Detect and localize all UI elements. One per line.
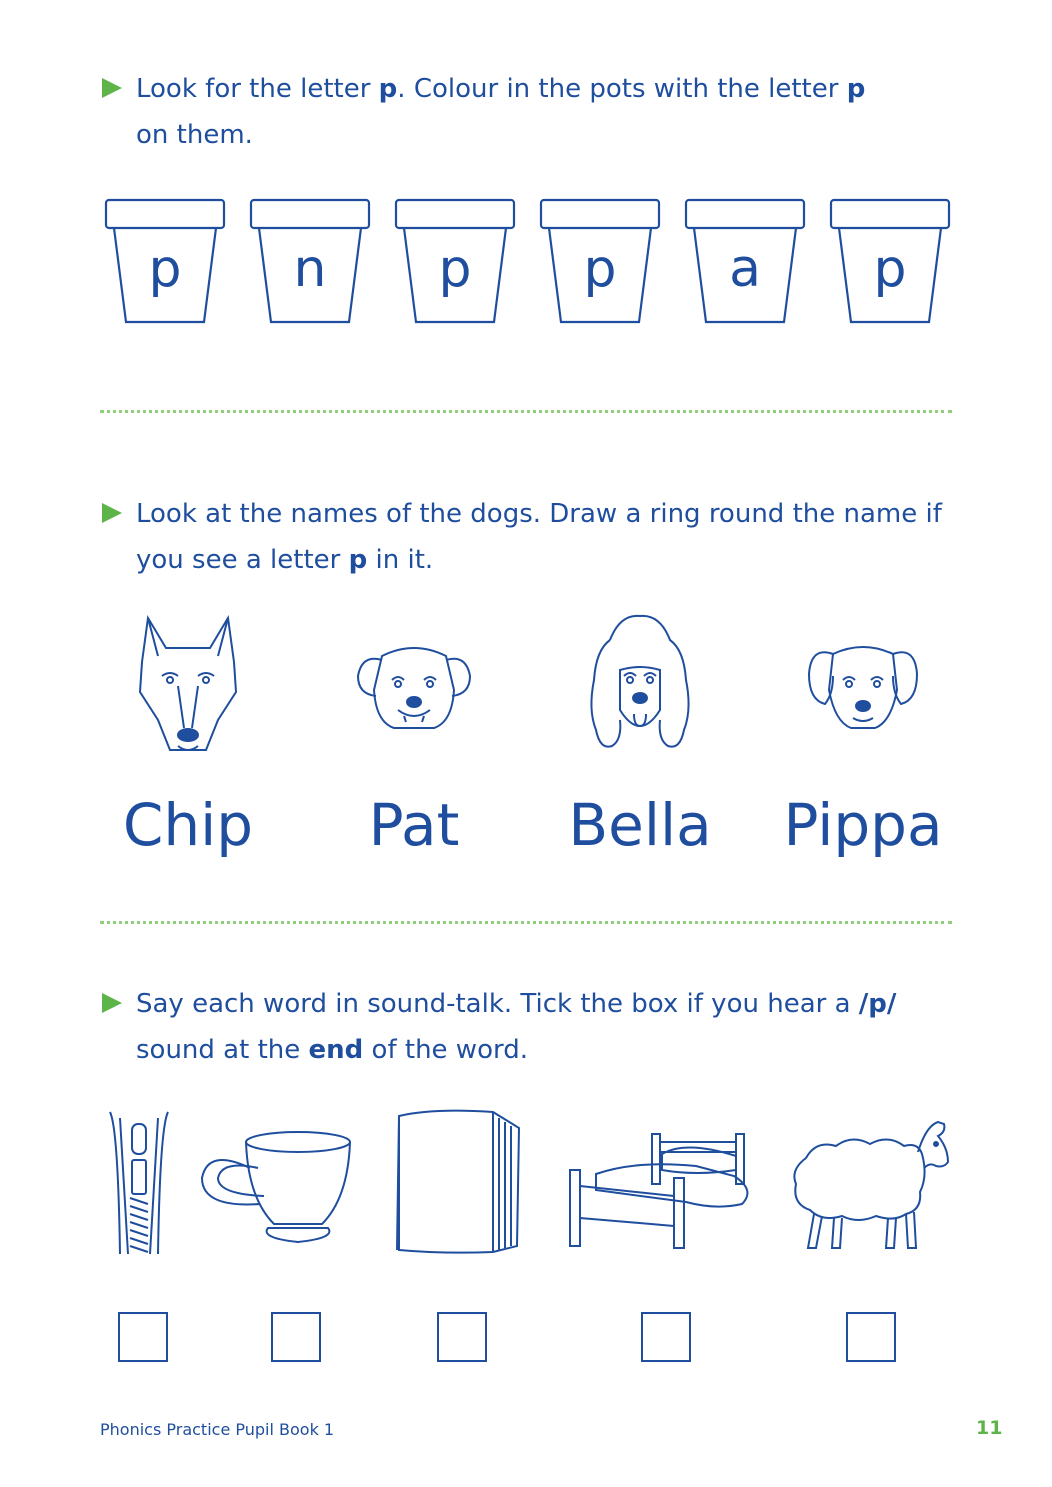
flower-pot[interactable] (104, 198, 226, 326)
dog-spaniel-icon (580, 610, 700, 760)
cup-icon (198, 1128, 354, 1248)
flower-pot[interactable] (684, 198, 806, 326)
dog-name[interactable]: Chip (122, 791, 254, 859)
tick-box-book[interactable] (437, 1312, 487, 1362)
flower-pot[interactable] (829, 198, 951, 326)
sheep-icon (786, 1118, 952, 1254)
instruction-sounds: Say each word in sound-talk. Tick the box if you hear a /p/ sound at the end of the word. (136, 989, 897, 1065)
dog-name[interactable]: Pippa (783, 791, 943, 859)
tick-box-zip[interactable] (118, 1312, 168, 1362)
pot-letter: a (729, 239, 761, 299)
tick-box-bed[interactable] (641, 1312, 691, 1362)
tick-box-sheep[interactable] (846, 1312, 896, 1362)
instruction-arrow-icon (102, 993, 122, 1013)
instruction-arrow-icon (102, 78, 122, 98)
bed-icon (566, 1130, 756, 1250)
pot-letter: p (148, 239, 182, 299)
book-title: Phonics Practice Pupil Book 1 (100, 1420, 335, 1439)
pot-letter: p (583, 239, 617, 299)
book-icon (393, 1106, 523, 1256)
dog-floppy-ears-icon (803, 610, 923, 760)
zip-icon (106, 1108, 172, 1258)
instruction-dogs: Look at the names of the dogs. Draw a ring round the name if you see a letter p in it. (136, 499, 942, 575)
pot-letter: p (438, 239, 472, 299)
dog-pointy-ears-icon (128, 610, 248, 760)
tick-box-cup[interactable] (271, 1312, 321, 1362)
section-divider (100, 921, 952, 924)
dog-name[interactable]: Bella (568, 791, 712, 859)
flower-pot[interactable] (539, 198, 661, 326)
dog-name[interactable]: Pat (368, 791, 460, 859)
pot-letter: p (873, 239, 907, 299)
flower-pot[interactable] (394, 198, 516, 326)
pot-letter: n (293, 239, 327, 299)
dog-boxer-icon (354, 610, 474, 760)
instruction-arrow-icon (102, 503, 122, 523)
page-number: 11 (976, 1417, 1003, 1439)
instruction-pots: Look for the letter p. Colour in the pots with the letter p on them. (136, 74, 866, 150)
section-divider (100, 410, 952, 413)
flower-pot[interactable] (249, 198, 371, 326)
